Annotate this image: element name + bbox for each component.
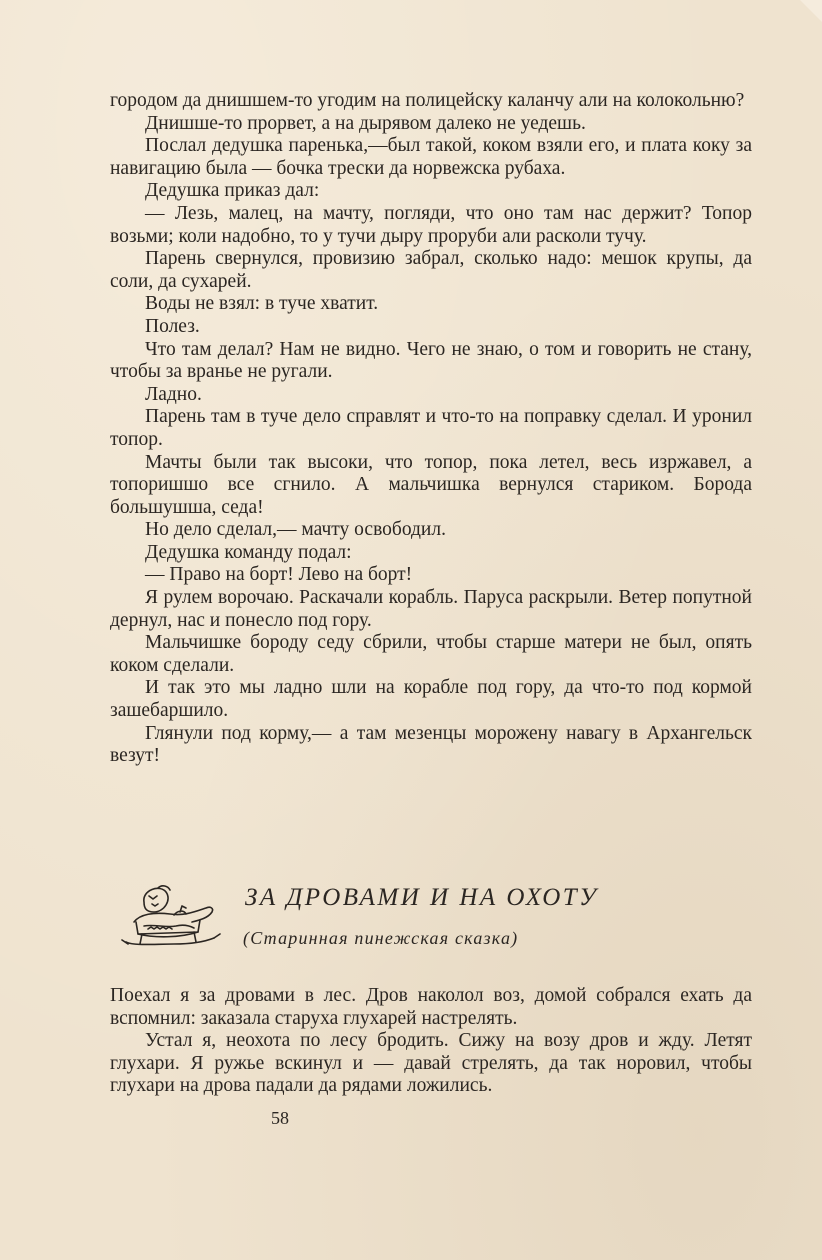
paragraph: Днишше-то прорвет, а на дырявом далеко не уедешь. (145, 112, 586, 134)
paragraph: Что там делал? Нам не видно. Чего не знаю, о том и говорить не стану, чтобы за вранье не ругали. (110, 338, 752, 383)
paragraph: Послал дедушка паренька,—был такой, коком взяли его, и плата коку за навигацию была — бочка трески да норвежска рубаха. (110, 135, 752, 179)
paragraph: Глянули под корму,— а там мезенцы морожену навагу в Архангельск везут! (110, 722, 752, 767)
page-number: 58 (271, 1108, 289, 1128)
paragraph: Парень свернулся, провизию забрал, сколько надо: мешок крупы, да соли, да сухарей. (110, 248, 752, 292)
paragraph: Я рулем ворочаю. Раскачали корабль. Паруса раскрыли. Ветер попутной дернул, нас и понесло под гору. (110, 587, 752, 631)
paragraph: Поехал я за дровами в лес. Дров наколол воз, домой собрался ехать да вспомнил: заказала старуха глухарей настрелять. (110, 985, 752, 1029)
paragraph: Воды не взял: в туче хватит. (145, 293, 379, 315)
paragraph: Дедушка команду подал: (145, 541, 352, 563)
story-subtitle: (Старинная пинежская сказка) (243, 928, 519, 948)
new-story-text (110, 985, 752, 1098)
paragraph: Полез. (145, 315, 200, 337)
paragraph: Парень там в туче дело справлят и что-то на поправку сделал. И уронил топор. (110, 406, 752, 450)
sleigh-illustration-icon (114, 882, 226, 952)
story-heading (110, 868, 752, 958)
paragraph: городом да днишшем-то угодим на полицейску каланчу али на колокольню? (110, 90, 745, 111)
paragraph: Устал я, неохота по лесу бродить. Сижу на возу дров и жду. Летят глухари. Я ружье вскинул и — давай стрелять, да так норовил, чтобы глухари на дрова падали да рядами ложились. (110, 1030, 752, 1097)
paragraph: Дедушка приказ дал: (145, 180, 320, 202)
paragraph: И так это мы ладно шли на корабле под гору, да что-то под кормой зашебаршило. (110, 677, 752, 722)
paragraph: — Право на борт! Лево на борт! (145, 564, 413, 586)
paragraph: Мачты были так высоки, что топор, пока летел, весь изржавел, а топоришшо все сгнило. А мальчишка вернулся стариком. Борода большушша, седа! (110, 451, 752, 518)
page-corner-tear (762, 0, 822, 60)
paragraph: Но дело сделал,— мачту освободил. (145, 519, 446, 541)
paragraph: Мальчишке бороду седу сбрили, чтобы старше матери не был, опять коком сделали. (110, 632, 752, 676)
paragraph: — Лезь, малец, на мачту, погляди, что оно там нас держит? Топор возьми; коли надобно, то у тучи дыру проруби али расколи тучу. (110, 202, 752, 247)
story-title: ЗА ДРОВАМИ И НА ОХОТУ (245, 884, 599, 911)
paragraph: Ладно. (145, 383, 202, 405)
story-continuation (110, 90, 752, 768)
